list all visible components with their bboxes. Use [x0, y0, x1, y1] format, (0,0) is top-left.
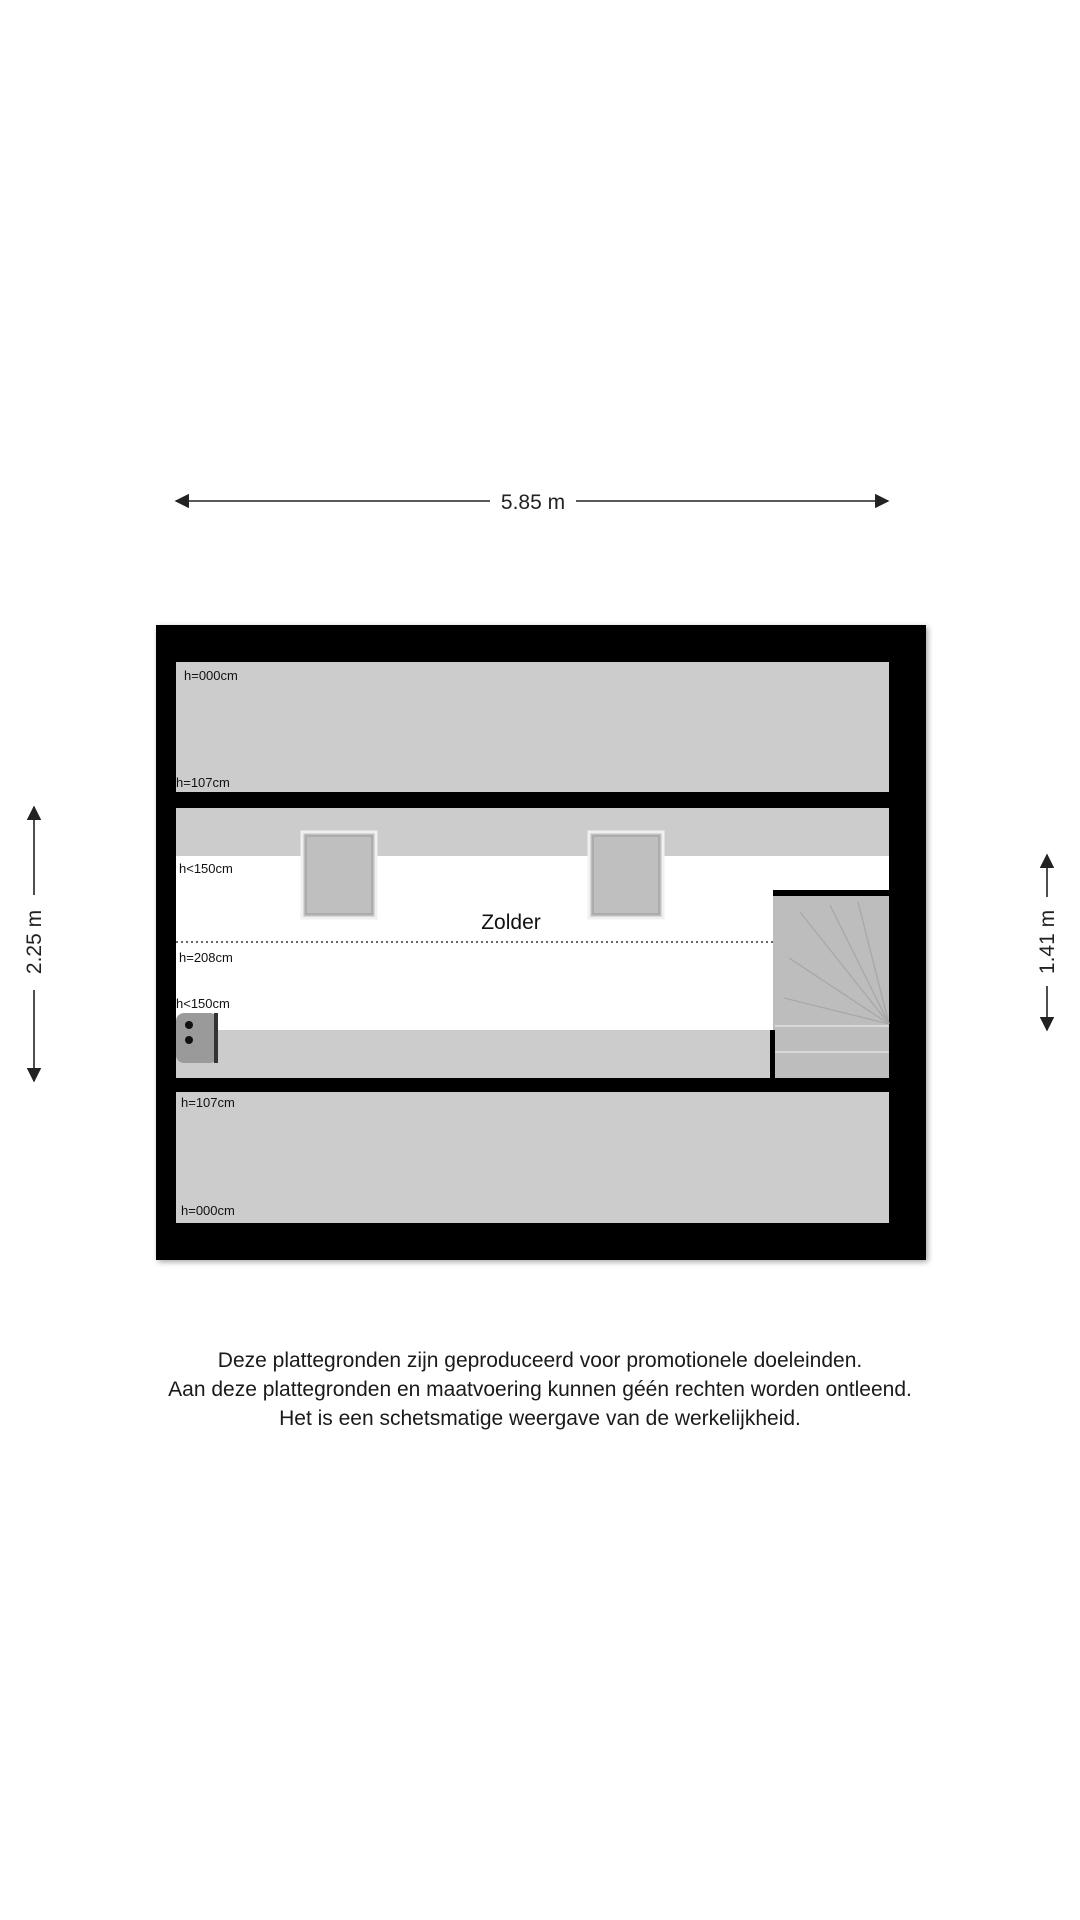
width-dimension [176, 491, 888, 514]
disclaimer [0, 1346, 1080, 1433]
height-label-top-zone-top: h=000cm [184, 668, 238, 683]
bottom-low-zone [176, 1092, 889, 1223]
disclaimer-line-2: Aan deze plattegronden en maatvoering kunnen géén rechten worden ontleend. [168, 1378, 912, 1401]
height-label-ridge: h=208cm [179, 950, 233, 965]
skylight-right [589, 832, 663, 918]
right-height-dimension [1036, 855, 1059, 1030]
zolder-room [176, 808, 889, 1080]
boiler-unit [176, 1013, 218, 1063]
top-low-zone [176, 662, 889, 792]
room-name: Zolder [481, 911, 541, 934]
height-label-bottom-zone-bottom: h=000cm [181, 1203, 235, 1218]
disclaimer-line-1: Deze plattegronden zijn geproduceerd voor promotionele doeleinden. [217, 1349, 863, 1372]
left-height-dimension [23, 807, 46, 1081]
width-dimension-label: 5.85 m [500, 491, 566, 514]
disclaimer-line-3: Het is een schetsmatige weergave van de werkelijkheid. [279, 1407, 801, 1430]
height-label-upper-slope: h<150cm [179, 861, 233, 876]
height-label-lower-slope: h<150cm [176, 996, 230, 1011]
left-height-dimension-label: 2.25 m [23, 909, 46, 975]
right-height-dimension-label: 1.41 m [1036, 909, 1059, 975]
staircase [770, 890, 889, 1080]
upper-slope-zone [176, 808, 889, 856]
lower-slope-zone [176, 1030, 770, 1078]
skylight-left [302, 832, 376, 918]
height-label-top-zone-bottom: h=107cm [176, 775, 230, 790]
height-label-bottom-zone-top: h=107cm [181, 1095, 235, 1110]
